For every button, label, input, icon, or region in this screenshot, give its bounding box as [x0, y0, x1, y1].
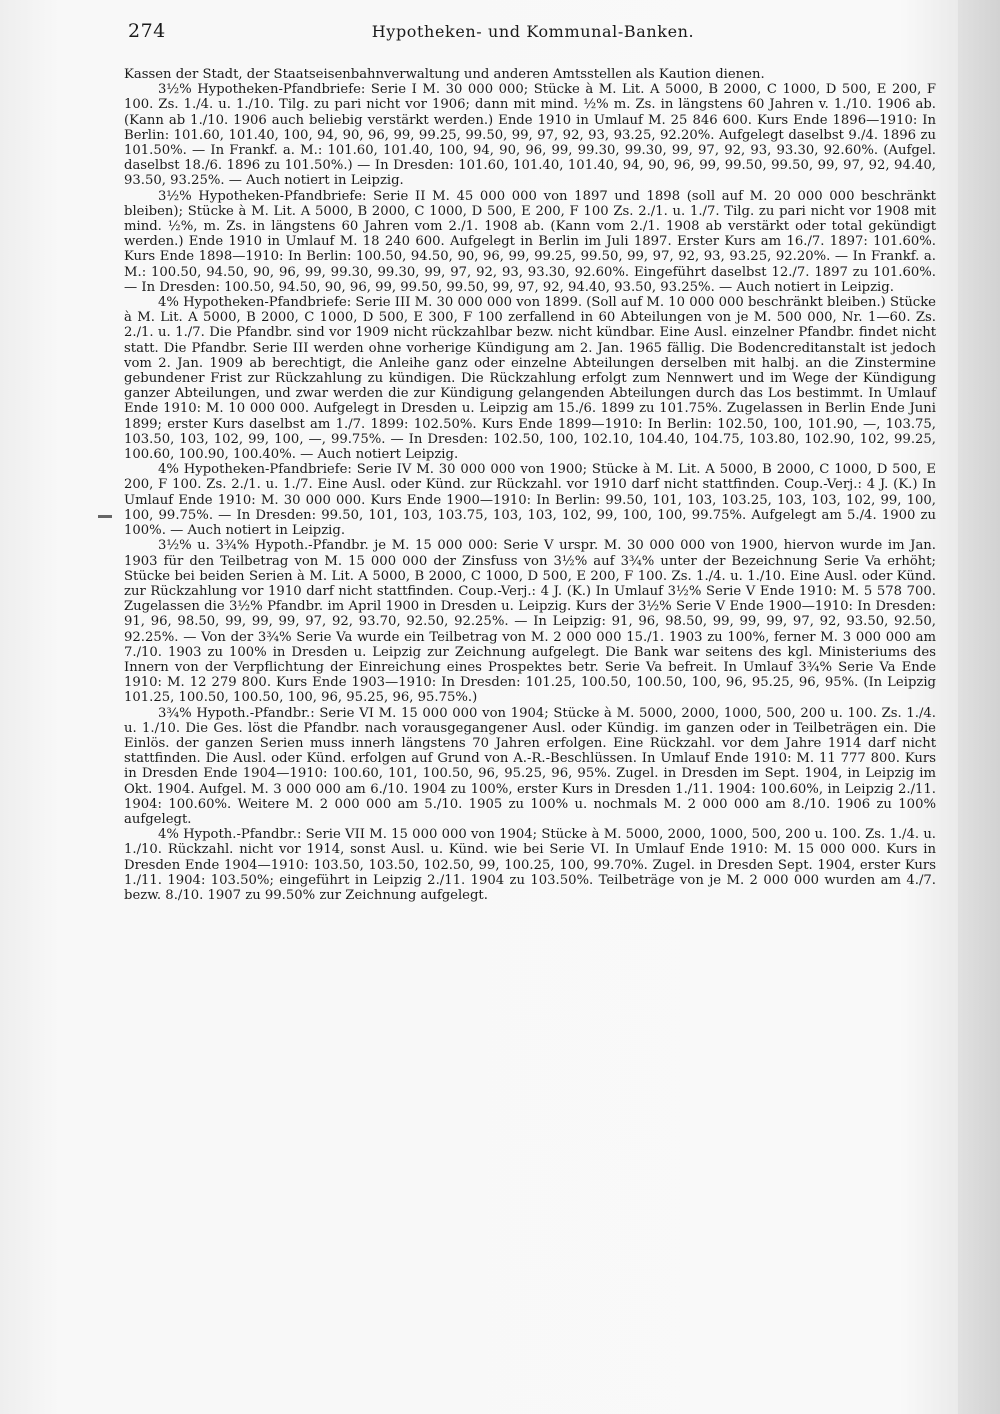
paragraph: 4% Hypotheken-Pfandbriefe: Serie III M. 30 000 000 von 1899. (Soll auf M. 10 000 000 beschränkt bleiben.) Stücke à M. Lit. A 5000, B 2000, C 1000, D 500, E 300, F 100 zerfallend in 60 Abteilungen von je M. 500 000, Nr. 1—60. Zs. 2./1. u. 1./7. Die Pfandbr. sind vor 1909 nicht rückzahlbar bezw. nicht kündbar. Eine Ausl. einzelner Pfandbr. findet nicht statt. Die Pfandbr. Serie III werden ohne vorherige Kündigung am 2. Jan. 1965 fällig. Die Bodencreditanstalt ist jedoch vom 2. Jan. 1909 ab berechtigt, die Anleihe ganz oder einzelne Abteilungen derselben mit halbj. an die Zinstermine gebundener Frist zur Rückzahlung zu kündigen. Die Rückzahlung erfolgt zum Nennwert und im Wege der Kündigung ganzer Abteilungen, und zwar werden die zur Kündigung gelangenden Abteilungen durch das Los bestimmt. In Umlauf Ende 1910: M. 10 000 000. Aufgelegt in Dresden u. Leipzig am 15./6. 1899 zu 101.75%. Zugelassen in Berlin Ende Juni 1899; erster Kurs daselbst am 1./7. 1899: 102.50%. Kurs Ende 1899—1910: In Berlin: 102.50, 100, 101.90, —, 103.75, 103.50, 103, 102, 99, 100, —, 99.75%. — In Dresden: 102.50, 100, 102.10, 104.40, 104.75, 103.80, 102.90, 102, 99.25, 100.60, 100.90, 100.40%. — Auch notiert Leipzig. — [124, 295, 936, 463]
body-text — [124, 67, 936, 903]
paragraph: 3½% Hypotheken-Pfandbriefe: Serie I M. 30 000 000; Stücke à M. Lit. A 5000, B 2000, C 1000, D 500, E 200, F 100. Zs. 1./4. u. 1./10. Tilg. zu pari nicht vor 1906; dann mit mind. ½% m. Zs. in längstens 60 Jahren v. 1./10. 1906 ab. (Kann ab 1./10. 1906 auch beliebig verstärkt werden.) Ende 1910 in Umlauf M. 25 846 600. Kurs Ende 1896—1910: In Berlin: 101.60, 101.40, 100, 94, 90, 96, 99, 99.25, 99.50, 99, 97, 92, 93, 93.25, 92.20%. Aufgelegt daselbst 9./4. 1896 zu 101.50%. — In Frankf. a. M.: 101.60, 101.40, 100, 94, 90, 96, 99, 99.30, 99.30, 99, 97, 92, 93, 93.30, 92.60%. (Aufgel. daselbst 18./6. 1896 zu 101.50%.) — In Dresden: 101.60, 101.40, 101.40, 94, 90, 96, 99, 99.50, 99.50, 99, 97, 92, 94.40, 93.50, 93.25%. — Auch notiert in Leipzig. — [124, 82, 936, 189]
margin-mark — [98, 515, 112, 518]
page-header — [128, 20, 938, 48]
paragraph: 3¾% Hypoth.-Pfandbr.: Serie VI M. 15 000 000 von 1904; Stücke à M. 5000, 2000, 1000, 500, 200 u. 100. Zs. 1./4. u. 1./10. Die Ges. löst die Pfandbr. nach vorausgegangener Ausl. oder Kündig. im ganzen oder in Teilbeträgen ein. Die Einlös. der ganzen Serien muss innerh längstens 70 Jahren erfolgen. Eine Rückzahl. vor dem Jahre 1914 darf nicht stattfinden. Die Ausl. oder Künd. erfolgen auf Grund von A.-R.-Beschlüssen. In Umlauf Ende 1910: M. 11 777 800. Kurs in Dresden Ende 1904—1910: 100.60, 101, 100.50, 96, 95.25, 96, 95%. Zugel. in Dresden im Sept. 1904, in Leipzig im Okt. 1904. Aufgel. M. 3 000 000 am 6./10. 1904 zu 100%, erster Kurs in Dresden 1./11. 1904: 100.60%, in Leipzig 2./11. 1904: 100.60%. Weitere M. 2 000 000 am 5./10. 1905 zu 100% u. nochmals M. 2 000 000 am 8./10. 1906 zu 100% aufgelegt. — [124, 705, 936, 827]
facing-page-edge — [958, 0, 1000, 1414]
running-title: Hypotheken- und Kommunal-Banken. — [371, 22, 695, 41]
paragraph: 3½% Hypotheken-Pfandbriefe: Serie II M. 45 000 000 von 1897 und 1898 (soll auf M. 20 000 000 beschränkt bleiben); Stücke à M. Lit. A 5000, B 2000, C 1000, D 500, E 200, F 100 Zs. 2./1. u. 1./7. Tilg. zu pari nicht vor 1908 mit mind. ½%, m. Zs. in längstens 60 Jahren vom 2./1. 1908 ab. (Kann vom 2./1. 1908 ab verstärkt oder total gekündigt werden.) Ende 1910 in Umlauf M. 18 240 600. Aufgelegt in Berlin im Juli 1897. Erster Kurs am 16./7. 1897: 101.60%. Kurs Ende 1898—1910: In Berlin: 100.50, 94.50, 90, 96, 99, 99.25, 99.50, 99, 97, 92, 93, 93.25, 92.20%. — In Frankf. a. M.: 100.50, 94.50, 90, 96, 99, 99.30, 99.30, 99, 97, 92, 93, 93.30, 92.60%. Eingeführt daselbst 12./7. 1897 zu 101.60%. — In Dresden: 100.50, 94.50, 90, 96, 99, 99.50, 99.50, 99, 97, 92, 94.40, 93.50, 93.25%. — Auch notiert in Leipzig. — [124, 188, 936, 295]
paragraph: 4% Hypoth.-Pfandbr.: Serie VII M. 15 000 000 von 1904; Stücke à M. 5000, 2000, 1000, 500, 200 u. 100. Zs. 1./4. u. 1./10. Rückzahl. nicht vor 1914, sonst Ausl. u. Künd. wie bei Serie VI. In Umlauf Ende 1910: M. 15 000 000. Kurs in Dresden Ende 1904—1910: 103.50, 103.50, 102.50, 99, 100.25, 100, 99.70%. Zugel. in Dresden Sept. 1904, erster Kurs 1./11. 1904: 103.50%; eingeführt in Leipzig 2./11. 1904 zu 103.50%. Teilbeträge von je M. 2 000 000 wurden am 4./7. bezw. 8./10. 1907 zu 99.50% zur Zeichnung aufgelegt. — [124, 827, 936, 903]
paragraph: Kassen der Stadt, der Staatseisenbahnverwaltung und anderen Amtsstellen als Kaution dienen. — [124, 67, 765, 82]
paragraph: 3½% u. 3¾% Hypoth.-Pfandbr. je M. 15 000 000: Serie V urspr. M. 30 000 000 von 1900, hiervon wurde im Jan. 1903 für den Teilbetrag von M. 15 000 000 der Zinsfuss von 3½% auf 3¾% unter der Bezeichnung Serie Va erhöht; Stücke bei beiden Serien à M. Lit. A 5000, B 2000, C 1000, D 500, E 200, F 100. Zs. 1./4. u. 1./10. Eine Ausl. oder Künd. zur Rückzahlung vor 1910 darf nicht stattfinden. Coup.-Verj.: 4 J. (K.) In Umlauf 3½% Serie V Ende 1910: M. 5 578 700. Zugelassen die 3½% Pfandbr. im April 1900 in Dresden u. Leipzig. Kurs der 3½% Serie V Ende 1900—1910: In Dresden: 91, 96, 98.50, 99, 99, 99, 97, 92, 93.70, 92.50, 92.25%. — In Leipzig: 91, 96, 98.50, 99, 99, 99, 97, 92, 93.50, 92.50, 92.25%. — Von der 3¾% Serie Va wurde ein Teilbetrag von M. 2 000 000 15./1. 1903 zu 100%, ferner M. 3 000 000 am 7./10. 1903 zu 100% in Dresden u. Leipzig zur Zeichnung aufgelegt. Die Bank war seitens des kgl. Ministeriums des Innern von der Verpflichtung der Einreichung eines Prospektes betr. Serie Va befreit. In Umlauf 3¾% Serie Va Ende 1910: M. 12 279 800. Kurs Ende 1903—1910: In Dresden: 101.25, 100.50, 100.50, 100, 96, 95.25, 96, 95%. (In Leipzig 101.25, 100.50, 100.50, 100, 96, 95.25, 96, 95.75%.) — [124, 538, 936, 706]
paragraph: 4% Hypotheken-Pfandbriefe: Serie IV M. 30 000 000 von 1900; Stücke à M. Lit. A 5000, B 2000, C 1000, D 500, E 200, F 100. Zs. 2./1. u. 1./7. Eine Ausl. oder Künd. zur Rückzahl. vor 1910 darf nicht stattfinden. Coup.-Verj.: 4 J. (K.) In Umlauf Ende 1910: M. 30 000 000. Kurs Ende 1900—1910: In Berlin: 99.50, 101, 103, 103.25, 103, 103, 102, 99, 100, 100, 99.75%. — In Dresden: 99.50, 101, 103, 103.75, 103, 103, 102, 99, 100, 100, 99.75%. Aufgelegt am 5./4. 1900 zu 100%. — Auch notiert in Leipzig. — [124, 462, 936, 539]
page-number: 274 — [128, 20, 166, 42]
